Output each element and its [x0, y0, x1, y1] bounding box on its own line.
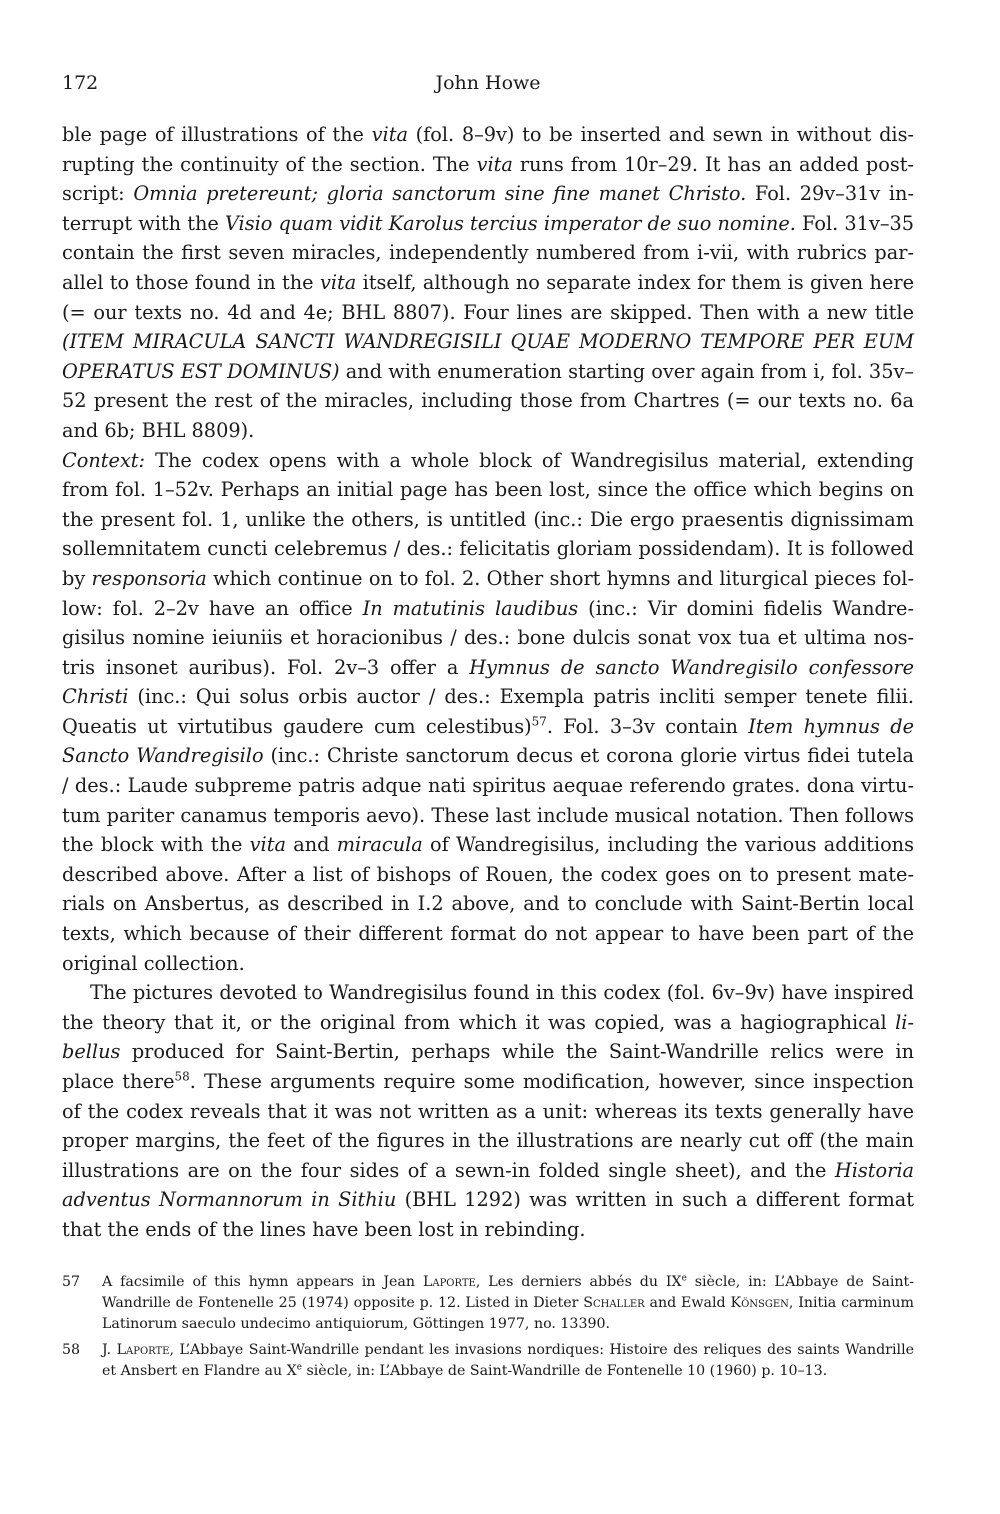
text-run: produced for Saint-Bertin, perhaps while the Saint-Wandrille relics were in place there — [62, 1040, 914, 1093]
footnote-text — [102, 1274, 914, 1332]
text-run: (fol. 8–9v) to be inserted and sewn in without disrupting the continuity of the section. The — [62, 123, 914, 176]
text-run: The codex opens with a whole block of Wandregisilus material, extending from fol. 1–52v. Perhaps an initial page has been lost, since the office which begins on the present fol. 1, unlike the others, is untitled (inc.: Die ergo praesentis dignissimam sollemnitatem cuncti celebremus / des.: felicitatis gloriam possidendam). It is followed by — [62, 448, 914, 590]
text-run: and Ewald — [644, 1295, 731, 1311]
paragraph-manuscript-description — [62, 120, 914, 446]
paragraph-pictures — [62, 978, 914, 1244]
text-run: runs from 10r–29. It has an added postscript: — [62, 152, 915, 206]
text-run: . Fol. 3–3v contain — [546, 714, 749, 738]
text-run: , Initia carminum Latinorum saeculo undecimo antiquiorum, Göttingen 1977, no. 13390. — [102, 1295, 914, 1332]
text-run: ble page of illustrations of the — [62, 123, 372, 146]
italic-run: responsoria — [91, 566, 207, 590]
italic-run: vita — [319, 270, 357, 294]
italic-run: Item hymnus de Sancto Wandregisilo — [62, 714, 914, 768]
paragraph-context — [62, 446, 914, 979]
small-caps-run: Laporte — [422, 1274, 476, 1290]
footnote-57 — [62, 1272, 914, 1335]
text-run: (inc.: Qui solus orbis auctor / des.: Exempla patris incliti semper tenete filii. Queatis ut virtutibus gaudere cum celestibus) — [62, 685, 914, 738]
italic-run: vita — [249, 833, 286, 857]
text-run: . These arguments require some modification, however, since inspection of the codex reveals that it was not written as a unit: whereas its texts generally have proper margins, the feet of the figures in the illustrations are nearly cut off (the main illustrations are on the four sides of a sewn-in folded single sheet), and the — [62, 1070, 914, 1182]
text-run: Fol. 31v–35 contain the first seven miracles, independently numbered from i-vii, with rubrics parallel to those found in the — [62, 211, 915, 294]
superscript-run: e — [296, 1362, 302, 1373]
text-run: The pictures devoted to Wandregisilus found in this codex (fol. 6v–9v) have inspired the theory that it, or the original from which it was copied, was a hagiographical — [62, 981, 914, 1034]
running-title: John Howe — [435, 72, 541, 94]
superscript-run: 57 — [531, 714, 547, 729]
footnote-number: 58 — [62, 1342, 81, 1358]
italic-run: Context: — [62, 448, 146, 472]
text-run: J. — [102, 1342, 117, 1358]
italic-run: vita — [371, 123, 408, 146]
body-text — [62, 120, 914, 1245]
text-run: (BHL 1292) was written in such a different format that the ends of the lines have been lost in rebinding. — [62, 1188, 914, 1241]
text-run: and — [285, 833, 337, 857]
page-number: 172 — [62, 72, 99, 94]
footnotes — [62, 1272, 914, 1387]
italic-run: miracula — [336, 833, 423, 857]
italic-run: Omnia pretereunt; gloria sanctorum sine fine manet Christo. — [133, 182, 747, 206]
text-run: Fol. 29v–31v interrupt with the — [62, 182, 914, 235]
small-caps-run: Könsgen — [730, 1295, 789, 1311]
text-run: of Wandregisilus, including the various additions described above. After a list of bishops of Rouen, the codex goes on to present materials on Ansbertus, as described in I.2 above, and to conclude with Saint-Bertin local texts, which because of their different format do not appear to have been part of the original collection. — [62, 833, 914, 975]
text-run: (inc.: Vir domini fidelis Wandregisilus nomine ieiuniis et horacionibus / des.: bone dulcis sonat vox tua et ultima nostris insonet auribus). Fol. 2v–3 offer a — [62, 596, 914, 679]
footnote-number: 57 — [62, 1274, 81, 1290]
italic-run: In matutinis laudibus — [362, 596, 579, 620]
italic-run: libellus — [62, 1010, 914, 1064]
running-head — [62, 72, 914, 98]
text-run: siècle, in: L’Abbaye de Saint-Wandrille de Fontenelle 25 (1974) opposite p. 12. Listed in Dieter — [102, 1274, 914, 1311]
text-run: and with enumeration starting over again from i, fol. 35v–52 present the rest of the miracles, including those from Chartres (= our texts no. 6a and 6b; BHL 8809). — [62, 359, 914, 442]
superscript-run: 58 — [174, 1069, 190, 1084]
text-run: , L’Abbaye Saint-Wandrille pendant les invasions nordiques: Histoire des reliques des saints Wandrille et Ansbert en Flandre au X — [102, 1342, 914, 1379]
text-run: siècle, in: L’Abbaye de Saint-Wandrille de Fontenelle 10 (1960) p. 10–13. — [301, 1363, 828, 1379]
italic-run: Historia adventus Normannorum in Sithiu — [62, 1158, 914, 1212]
footnote-text — [102, 1342, 914, 1379]
superscript-run: e — [681, 1273, 687, 1284]
text-run: itself, although no separate index for them is given here (= our texts no. 4d and 4e; BHL 8807). Four lines are skipped. Then with a new title — [62, 270, 914, 324]
small-caps-run: Laporte — [116, 1342, 170, 1358]
text-run: which continue on to fol. 2. Other short hymns and liturgical pieces follow: fol. 2–2v have an office — [62, 566, 914, 620]
italic-run: Visio quam vidit Karolus tercius imperator de suo nomine. — [224, 211, 796, 235]
text-run: (inc.: Christe sanctorum decus et corona glorie virtus fidei tutela / des.: Laude subpreme patris adque nati spiritus aequae referendo grates. dona virtutum pariter canamus temporis aevo). These last include musical notation. Then follows the block with the — [62, 744, 914, 857]
text-run: , Les derniers abbés du IX — [475, 1274, 682, 1290]
text-run: A facsimile of this hymn appears in Jean — [102, 1274, 423, 1290]
small-caps-run: Schaller — [583, 1295, 645, 1311]
footnote-58 — [62, 1340, 914, 1382]
italic-run: (ITEM MIRACULA SANCTI WANDREGISILI QUAE MODERNO TEMPORE PER EUM OPERATUS EST DOMINUS) — [62, 330, 914, 383]
italic-run: Hymnus de sancto Wandregisilo confessore Christi — [62, 655, 914, 709]
italic-run: vita — [476, 152, 513, 176]
